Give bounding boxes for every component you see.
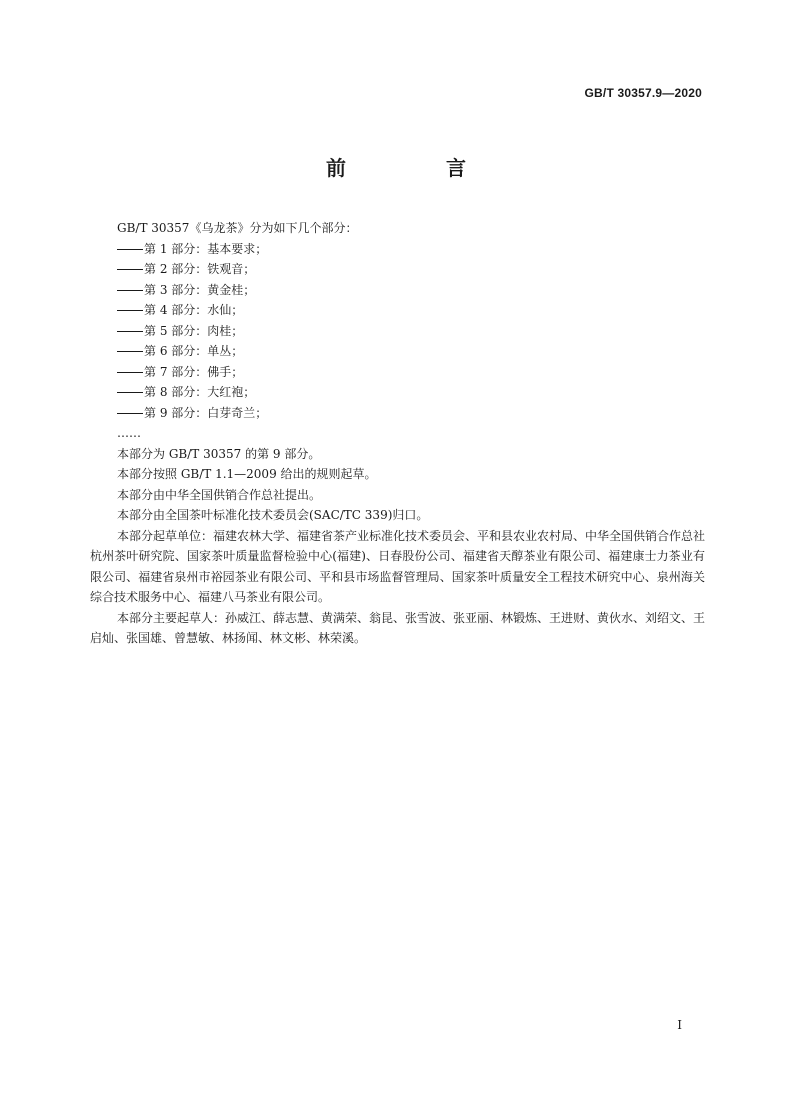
- ellipsis: ……: [117, 426, 141, 440]
- list-item-text: 第 1 部分：基本要求；: [144, 241, 268, 256]
- list-item: [117, 403, 705, 424]
- list-item-text: 第 2 部分：铁观音；: [144, 262, 256, 276]
- standard-code: GB/T 30357.9—2020: [584, 86, 702, 100]
- dash-mark: [117, 269, 143, 270]
- dash-mark: [117, 372, 143, 373]
- list-item-text: 第 5 部分：肉桂；: [144, 323, 244, 338]
- list-item: [117, 280, 705, 301]
- list-item: [117, 321, 705, 342]
- list-item-text: 第 8 部分：大红袍；: [144, 385, 256, 399]
- dash-mark: [117, 290, 143, 291]
- list-item-text: 第 6 部分：单丛；: [144, 344, 244, 358]
- dash-mark: [117, 392, 143, 393]
- list-item-text: 第 3 部分：黄金桂；: [144, 282, 256, 297]
- list-item-text: 第 4 部分：水仙；: [144, 303, 244, 317]
- list-item: [117, 362, 705, 383]
- paragraph-drafting-units: 本部分起草单位：福建农林大学、福建省茶产业标准化技术委员会、平和县农业农村局、中华全国供销合作总社杭州茶叶研究院、国家茶叶质量监督检验中心(福建)、日春股份公司、福建省天醇茶业有限公司、福建康士力茶业有限公司、福建省泉州市裕园茶业有限公司、平和县市场监督管理局、国家茶叶质量安全工程技术研究中心、泉州海关综合技术服务中心、福建八马茶业有限公司。: [90, 528, 706, 604]
- dash-mark: [117, 310, 143, 311]
- page-number: I: [677, 1018, 682, 1032]
- list-item: [117, 259, 705, 280]
- list-item: [117, 300, 705, 321]
- list-item-text: 第 9 部分：白芽奇兰；: [144, 405, 268, 420]
- paragraph-technical-committee: 本部分由全国茶叶标准化技术委员会(SAC/TC 339)归口。: [117, 508, 429, 522]
- paragraph-drafters: 本部分主要起草人：孙威江、薛志慧、黄满荣、翁昆、张雪波、张亚丽、林锻炼、王进财、黄伙水、刘绍文、王启灿、张国雄、曾慧敏、林扬闻、林文彬、林荣溪。: [90, 610, 706, 645]
- dash-mark: [117, 351, 143, 352]
- list-item: [117, 239, 705, 260]
- intro-line: GB/T 30357《乌龙茶》分为如下几个部分：: [117, 221, 358, 235]
- dash-mark: [117, 413, 143, 414]
- list-item-text: 第 7 部分：佛手；: [144, 364, 244, 379]
- dash-mark: [117, 249, 143, 250]
- list-item: [117, 341, 705, 362]
- list-item: [117, 382, 705, 403]
- foreword-body: [90, 218, 706, 649]
- paragraph-proposer: 本部分由中华全国供销合作总社提出。: [117, 487, 322, 502]
- paragraph-drafting-rules: 本部分按照 GB/T 1.1—2009 给出的规则起草。: [117, 467, 377, 481]
- page-title: 前 言: [326, 156, 506, 180]
- dash-mark: [117, 331, 143, 332]
- paragraph-part-statement: 本部分为 GB/T 30357 的第 9 部分。: [117, 446, 321, 461]
